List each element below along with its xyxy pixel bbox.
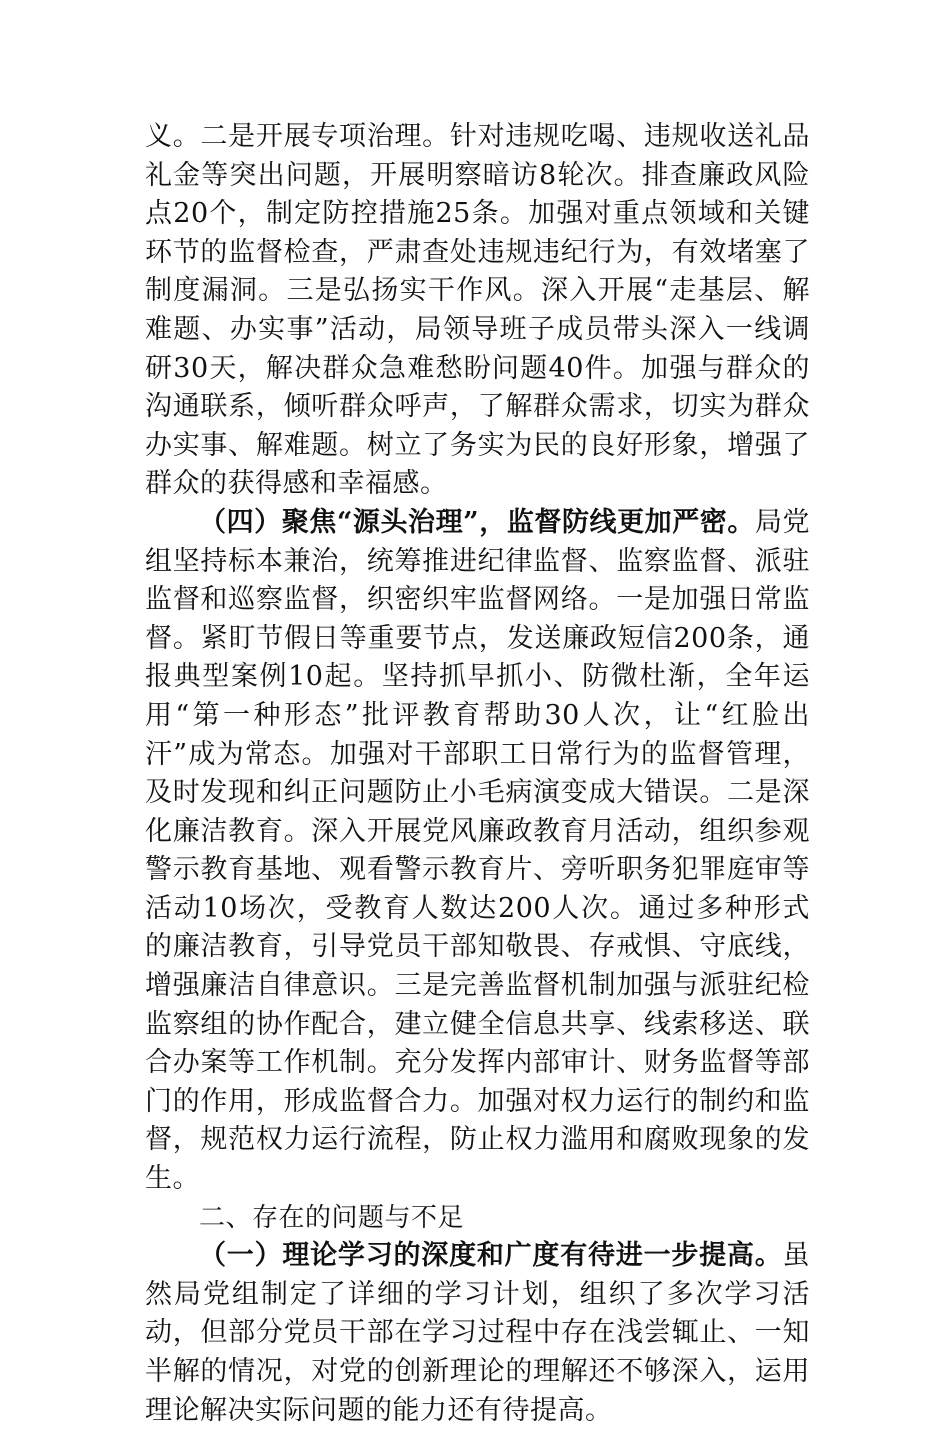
- paragraph-body: 虽然局党组制定了详细的学习计划，组织了多次学习活动，但部分党员干部在学习过程中存在浅尝辄止、一知半解的情况，对党的创新理论的理解还不够深入，运用理论解决实际问题的能力还有待提高。: [145, 1240, 810, 1426]
- paragraph-continued: [145, 118, 810, 504]
- document-page: [145, 118, 810, 1430]
- section-heading: 二、存在的问题与不足: [199, 1202, 465, 1233]
- paragraph-lead: （四）聚焦“源头治理”，监督防线更加严密。: [199, 506, 755, 538]
- paragraph-body: 局党组坚持标本兼治，统筹推进纪律监督、监察监督、派驻监督和巡察监督，织密织牢监督网络。一是加强日常监督。紧盯节假日等重要节点，发送廉政短信200条，通报典型案例10起。坚持抓早抓小、防微杜渐，全年运用“第一种形态”批评教育帮助30人次，让“红脸出汗”成为常态。加强对干部职工日常行为的监督管理，及时发现和纠正问题防止小毛病演变成大错误。二是深化廉洁教育。深入开展党风廉政教育月活动，组织参观警示教育基地、观看警示教育片、旁听职务犯罪庭审等活动10场次，受教育人数达200人次。通过多种形式的廉洁教育，引导党员干部知敬畏、存戒惧、守底线，增强廉洁自律意识。三是完善监督机制加强与派驻纪检监察组的协作配合，建立健全信息共享、线索移送、联合办案等工作机制。充分发挥内部审计、财务监督等部门的作用，形成监督合力。加强对权力运行的制约和监督，规范权力运行流程，防止权力滥用和腐败现象的发生。: [145, 506, 811, 1195]
- paragraph-source-governance: [145, 504, 810, 1199]
- paragraph-lead: （一）理论学习的深度和广度有待进一步提高。: [199, 1240, 783, 1272]
- paragraph-body: 义。二是开展专项治理。针对违规吃喝、违规收送礼品礼金等突出问题，开展明察暗访8轮次。排查廉政风险点20个，制定防控措施25条。加强对重点领域和关键环节的监督检查，严肃查处违规违纪行为，有效堵塞了制度漏洞。三是弘扬实干作风。深入开展“走基层、解难题、办实事”活动，局领导班子成员带头深入一线调研30天，解决群众急难愁盼问题40件。加强与群众的沟通联系，倾听群众呼声，了解群众需求，切实为群众办实事、解难题。树立了务实为民的良好形象，增强了群众的获得感和幸福感。: [145, 121, 810, 500]
- paragraph-theory-study: [145, 1237, 810, 1430]
